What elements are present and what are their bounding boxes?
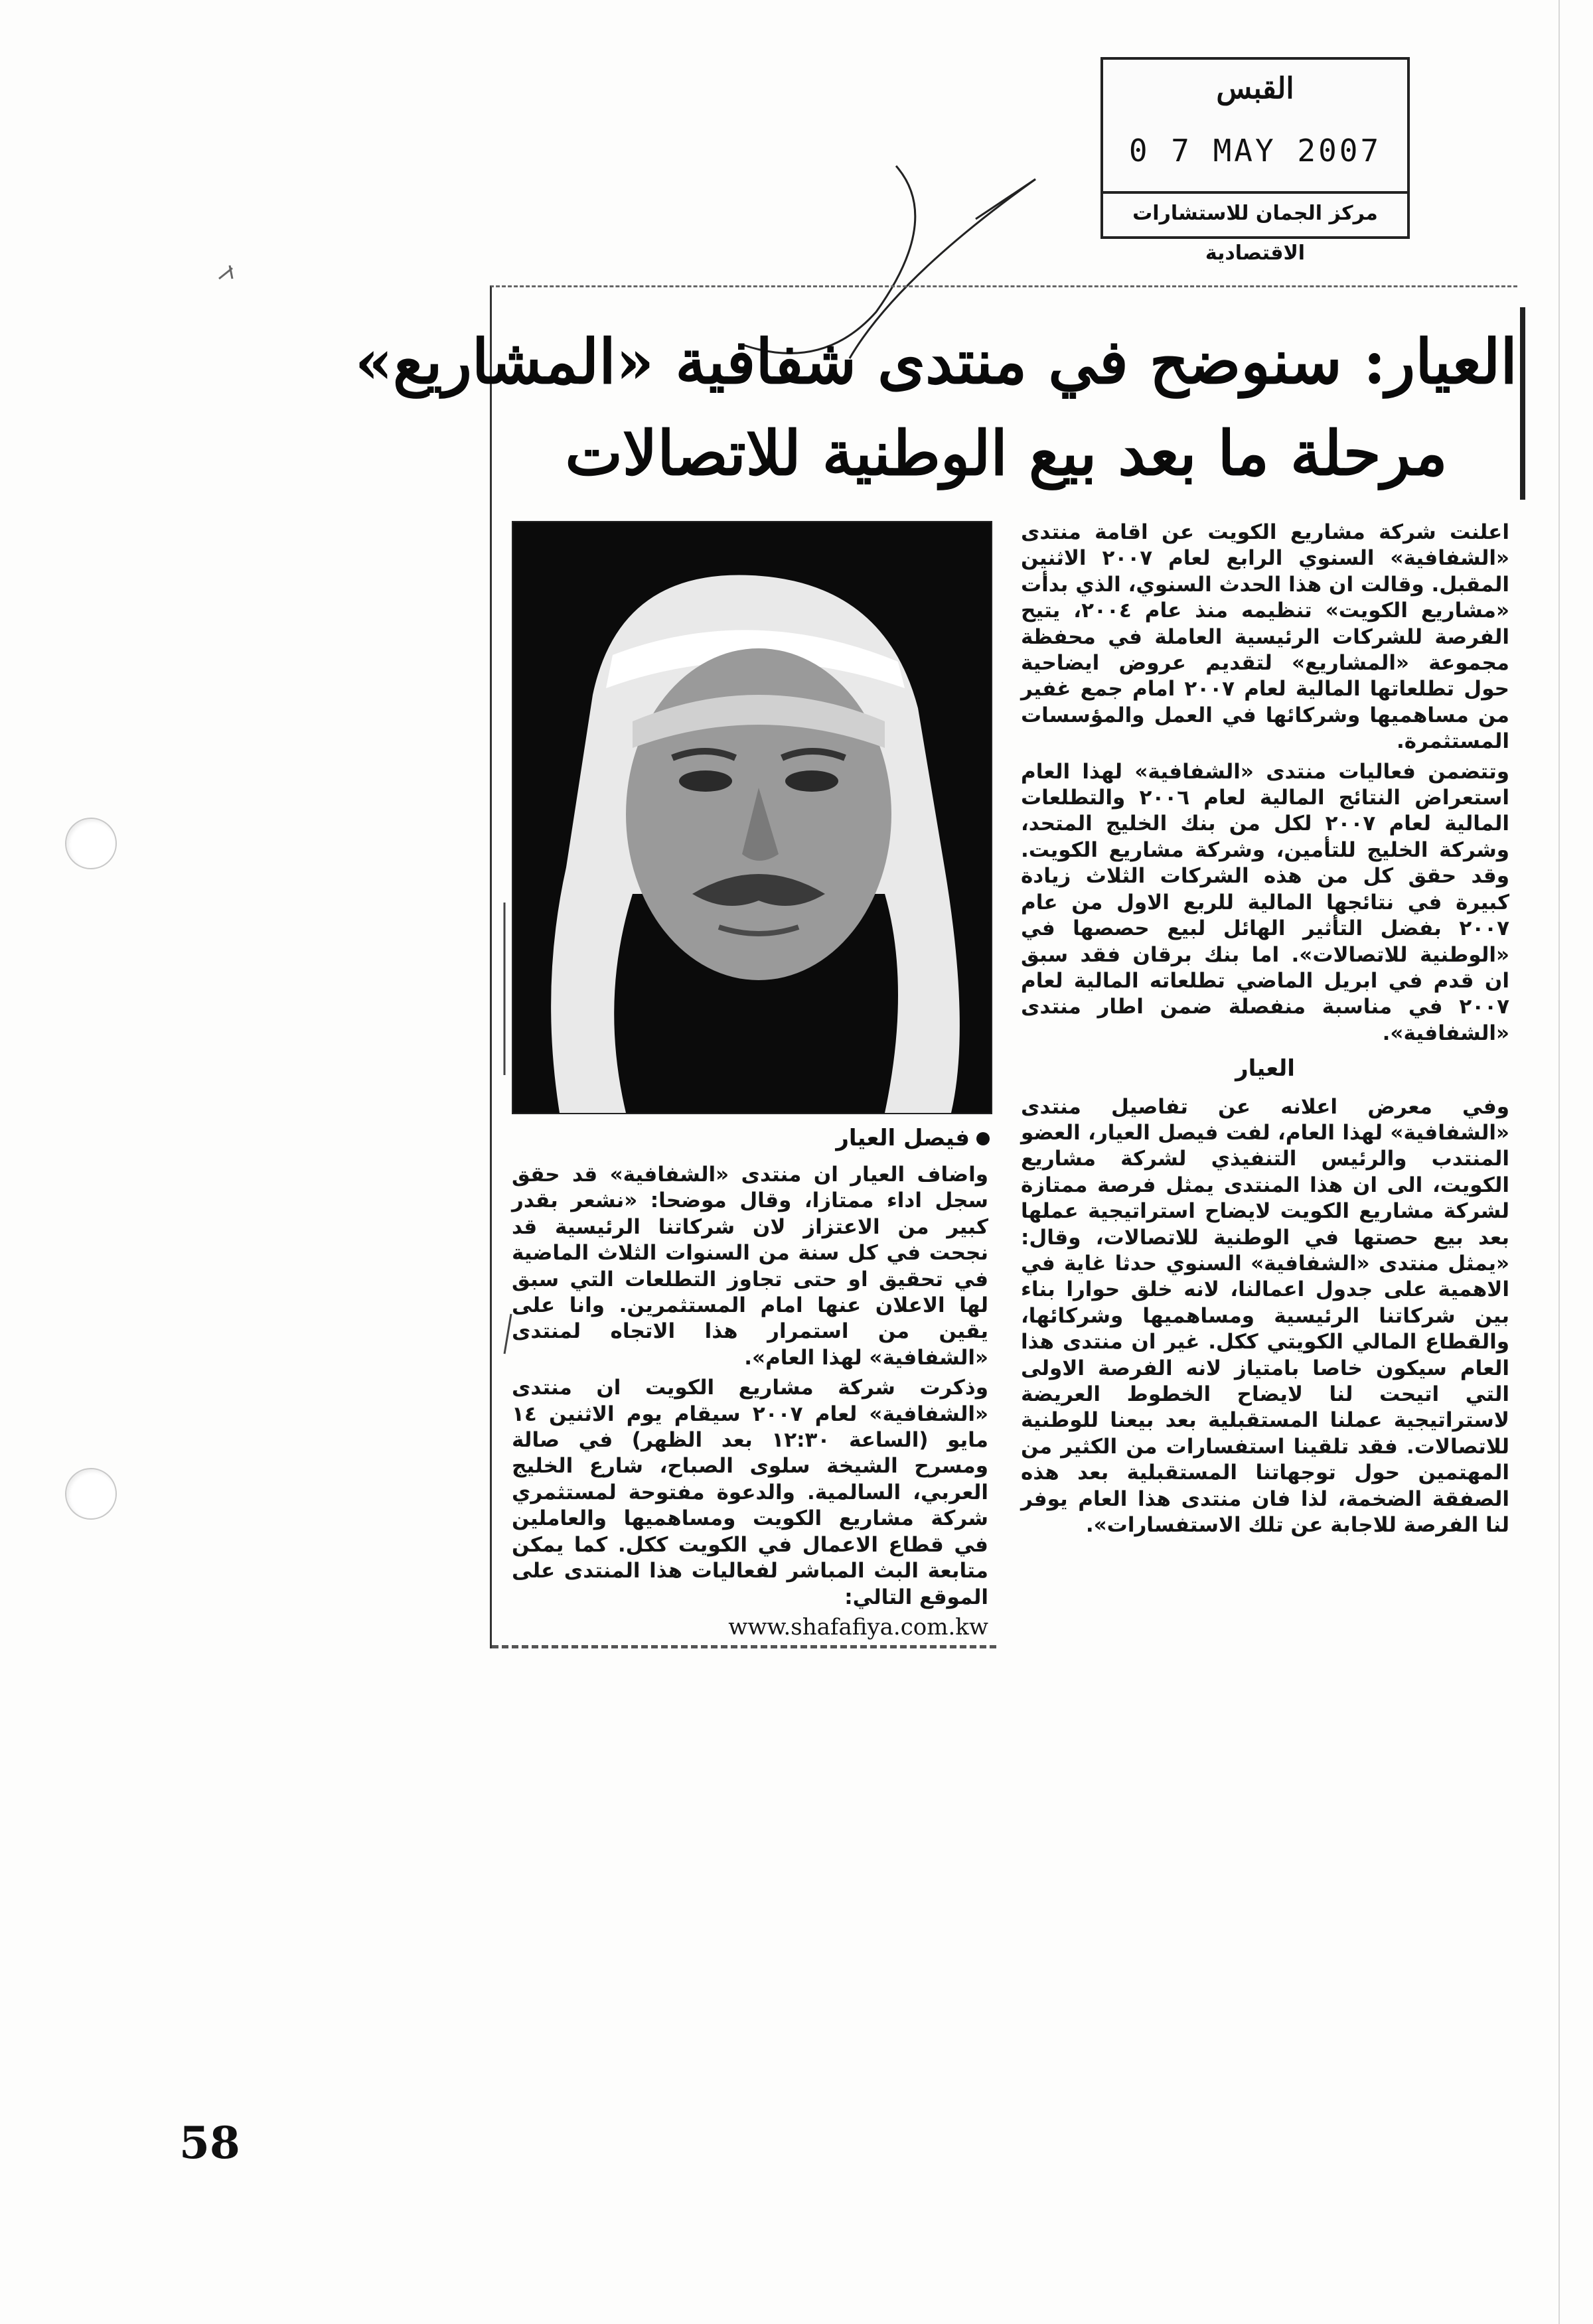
newspaper-logo: القبس: [1216, 72, 1294, 106]
stamp-center-name: مركز الجمان للاستشارات الاقتصادية: [1103, 191, 1407, 236]
paragraph: وذكرت شركة مشاريع الكويت ان منتدى «الشفافية» لعام ٢٠٠٧ سيقام يوم الاثنين ١٤ مايو (الساعة ١٢:٣٠ بعد الظهر) في صالة ومسرح الشيخة سلوى الصباح، شارع الخليج العربي، السالمية. والدعوة مفتوحة لمستثمري شركة مشاريع الكويت ومساهميها والعاملين في قطاع الاعمال في الكويت ككل. كما يمكن متابعة البث المباشر لفعاليات هذا المنتدى على الموقع التالي:: [512, 1376, 989, 1609]
article-bottom-border: [492, 1641, 996, 1648]
paragraph: وتتضمن فعاليات منتدى «الشفافية» لهذا العام استعراض النتائج المالية لعام ٢٠٠٦ والتطلعات المالية لعام ٢٠٠٧ لكل من بنك الخليج المتحد، وشركة الخليج للتأمين، وشركة مشاريع الكويت. وقد حقق كل من هذه الشركات الثلاث زيادة كبيرة في نتائجها المالية للربع الاول من عام ٢٠٠٧ بفضل التأثير الهائل لبيع حصصها في «الوطنية للاتصالات». اما بنك برقان فقد سبق ان قدم في ابريل الماضي تطلعاته المالية لعام ٢٠٠٧ في مناسبة منفصلة ضمن اطار منتدى «الشفافية».: [1021, 759, 1510, 1045]
news-article: [354, 285, 1517, 1648]
stamp-date: 0 7 MAY 2007: [1128, 133, 1382, 169]
paragraph: واضاف العيار ان منتدى «الشفافية» قد حقق سجل اداء ممتازا، وقال موضحا: «نشعر بقدر كبير من الاعتزاز لان شركاتنا الرئيسية قد نجحت في كل سنة من السنوات الثلاث الماضية في تحقيق او حتى تجاوز التطلعات التي سبق لها الاعلان عنها امام المستثمرين. وانا على يقين من استمرار هذا الاتجاه لمنتدى «الشفافية» لهذا العام».: [512, 1163, 988, 1370]
article-column-right: [1021, 520, 1509, 1542]
portrait-illustration: [513, 522, 991, 1113]
photo-caption-text: فيصل العيار: [836, 1125, 970, 1151]
photo-caption: [512, 1125, 990, 1151]
paragraph: اعلنت شركة مشاريع الكويت عن اقامة منتدى «الشفافية» السنوي الرابع لعام ٢٠٠٧ الاثنين المقبل. وقالت ان هذا الحدث السنوي، الذي بدأت «مشاريع الكويت» تنظيمه منذ عام ٢٠٠٤، يتيح الفرصة للشركات الرئيسية العاملة في محفظة مجموعة «المشاريع» لتقديم عروض ايضاحية حول تطلعاتها المالية لعام ٢٠٠٧ امام جمع غفير من مساهميها وشركائها في العمل والمؤسسات المستثمرة.: [1021, 520, 1510, 754]
article-column-left: [512, 1162, 988, 1640]
subheading: العيار: [1235, 1055, 1295, 1082]
page-number: 58: [179, 2117, 240, 2169]
portrait-photo: [512, 521, 992, 1114]
bullet-icon: [976, 1132, 990, 1145]
headline-line-2: مرحلة ما بعد بيع الوطنية للاتصالات: [565, 417, 1448, 489]
headline-line-1: العيار: سنوضح في منتدى شفافية «المشاريع»: [354, 326, 1517, 398]
website-link: www.shafafiya.com.kw: [728, 1613, 988, 1640]
paragraph: وفي معرض اعلانه عن تفاصيل منتدى «الشفافية» لهذا العام، لفت فيصل العيار، العضو المنتدب والرئيس التنفيذي لشركة مشاريع الكويت، الى ان هذا المنتدى يمثل فرصة ممتازة لشركة مشاريع الكويت لايضاح استراتيجية عملها بعد بيع حصتها في الوطنية للاتصالات، وقال: «يمثل منتدى «الشفافية» السنوي حدثا غاية في الاهمية على جدول اعمالنا، لانه خلق حوارا بناء بين شركاتنا الرئيسية ومساهميها وشركائها، والقطاع المالي الكويتي ككل. غير ان منتدى هذا العام سيكون خاصا بامتياز لانه الفرصة الاولى التي اتيحت لنا لايضاح الخطوط العريضة لاستراتيجية عملنا المستقبلية بعد بيعنا للوطنية للاتصالات. فقد تلقينا استفسارات من الكثير من المهتمين حول توجهاتنا المستقبلية بعد هذه الصفقة الضخمة، لذا فان منتدى هذا العام يوفر لنا الفرصة للاجابة عن تلك الاستفسارات».: [1021, 1094, 1509, 1538]
headline-bar: [1520, 307, 1525, 500]
